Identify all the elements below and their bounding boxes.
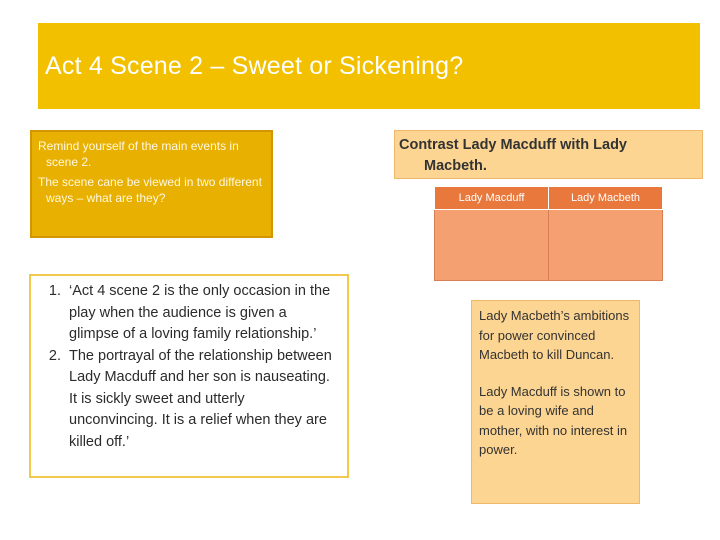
character-notes-box <box>471 300 640 504</box>
quote-item: 2. The portrayal of the relationship between Lady Macduff and her son is nauseating. It is sickly sweet and utterly unconvincing. It is a relief when they are killed off.’ <box>65 346 337 454</box>
task-prompt-box <box>30 130 273 238</box>
comparison-table <box>434 186 663 281</box>
slide-title: Act 4 Scene 2 – Sweet or Sickening? <box>45 52 464 80</box>
cell-lady-macbeth[interactable] <box>549 210 663 281</box>
note-lady-macduff: Lady Macduff is shown to be a loving wife and mother, with no interest in power. <box>479 383 628 457</box>
prompt-main-events: Remind yourself of the main events in scene 2. <box>38 139 239 169</box>
header-lady-macbeth: Lady Macbeth <box>549 187 663 210</box>
quote-list <box>37 281 337 453</box>
quote-item: 1. ‘Act 4 scene 2 is the only occasion in the play when the audience is given a glimpse of a loving family relationship.’ <box>65 281 337 346</box>
title-bar <box>38 23 700 109</box>
table-header-row <box>435 187 663 210</box>
cell-lady-macduff[interactable] <box>435 210 549 281</box>
note-lady-macbeth: Lady Macbeth’s ambitions for power convinced Macbeth to kill Duncan. <box>479 308 630 362</box>
contrast-heading-line: Contrast Lady Macduff with Lady <box>399 137 627 153</box>
header-lady-macduff: Lady Macduff <box>435 187 549 210</box>
prompt-two-ways: The scene cane be viewed in two different ways – what are they? <box>38 175 262 205</box>
table-row <box>435 210 663 281</box>
contrast-heading <box>394 130 703 179</box>
quotes-box <box>29 274 349 478</box>
contrast-heading-line: Macbeth. <box>424 158 487 174</box>
